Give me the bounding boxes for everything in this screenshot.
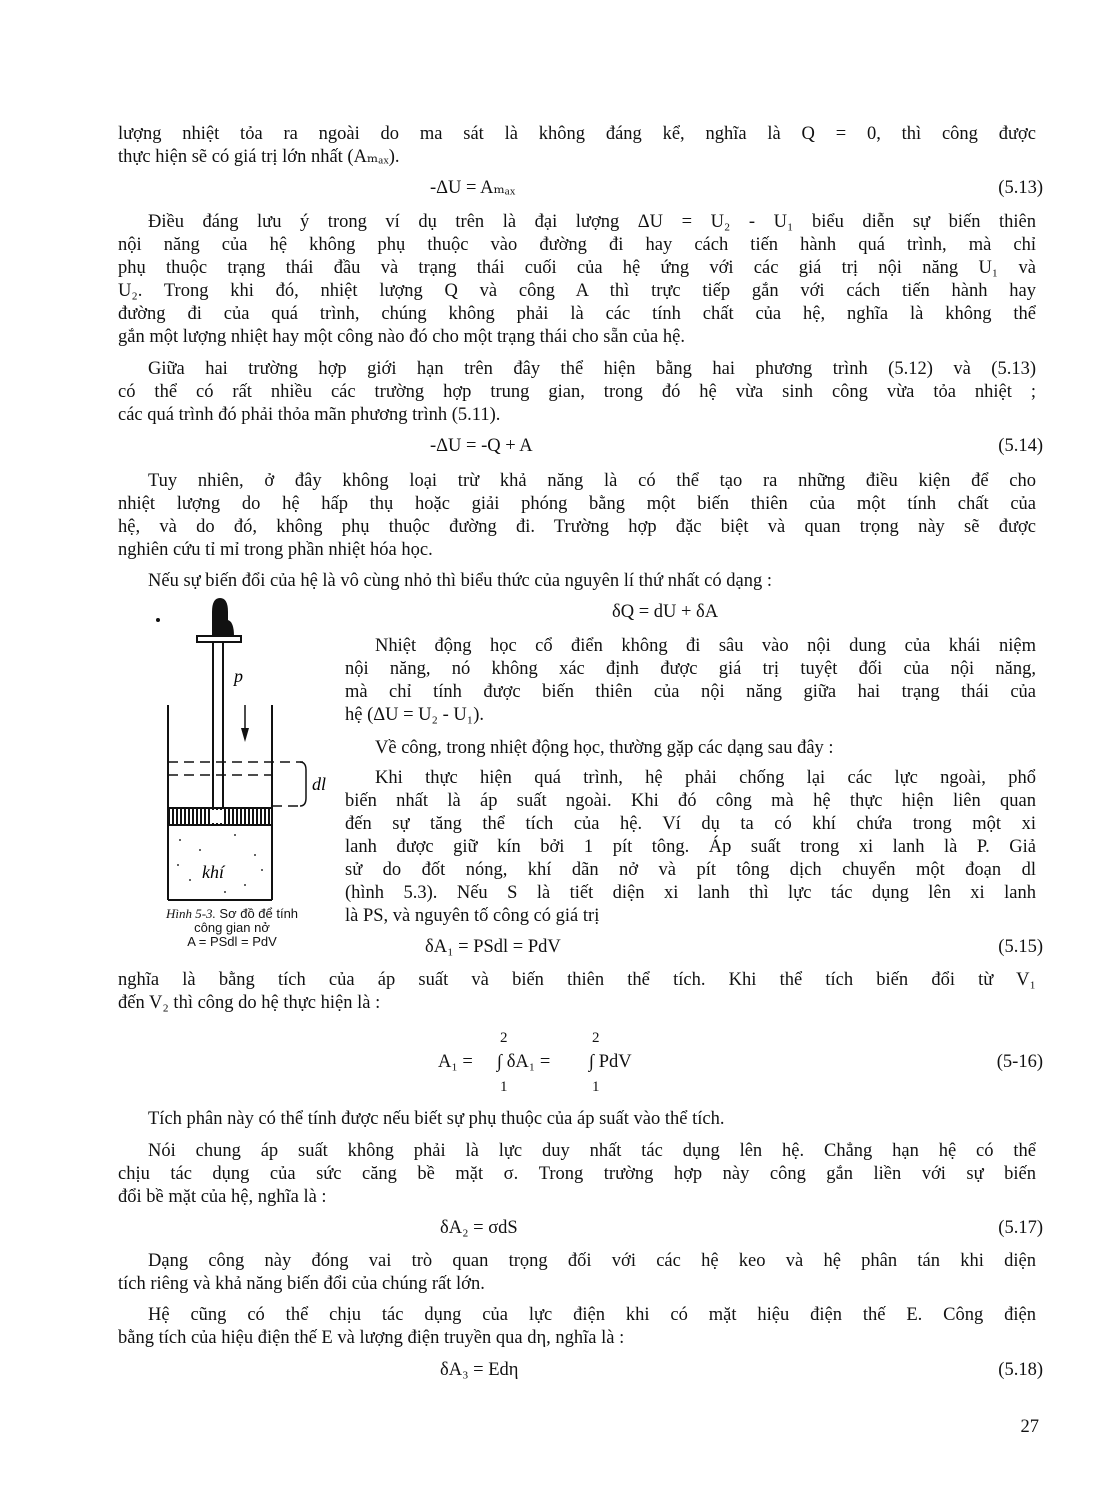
paragraph bbox=[345, 767, 1036, 928]
paragraph bbox=[345, 737, 1036, 760]
text-line: đến V₂ thì công do hệ thực hiện là : bbox=[118, 993, 381, 1013]
equation-number: (5.14) bbox=[998, 436, 1043, 456]
piston-rod bbox=[213, 642, 223, 808]
equation-number: (5.17) bbox=[998, 1218, 1043, 1238]
text-line: Dạng công này đóng vai trò quan trọng đối với các hệ keo và hệ phân tán khi diện bbox=[148, 1251, 1036, 1271]
text-line: là PS, và nguyên tố công có giá trị bbox=[345, 906, 600, 926]
text-line: đường đi của quá trình, chúng không phải là các tính chất của hệ, nghĩa là không thể bbox=[118, 304, 1036, 324]
text-line: gắn một lượng nhiệt hay một công nào đó cho một trạng thái cho sẵn của hệ. bbox=[118, 327, 685, 347]
equation-number: (5.13) bbox=[998, 178, 1043, 198]
text-line: chịu tác dụng của sức căng bề mặt σ. Trong trường hợp này công gắn liền với sự biến bbox=[118, 1164, 1036, 1184]
equation: δA₂ = σdS bbox=[440, 1218, 518, 1238]
text-line: lượng nhiệt tỏa ra ngoài do ma sát là không đáng kể, nghĩa là Q = 0, thì công được bbox=[118, 124, 1036, 144]
pressure-label: p bbox=[234, 666, 243, 686]
figure-caption bbox=[122, 907, 342, 949]
caption-formula: A = PSdl = PdV bbox=[187, 934, 277, 949]
text-line: Nhiệt động học cổ điển không đi sâu vào nội dung của khái niệm bbox=[375, 636, 1036, 656]
text-line: tích riêng và khả năng biến đổi của chúng rất lớn. bbox=[118, 1274, 485, 1294]
text-line: nghiên cứu tỉ mỉ trong phần nhiệt hóa học. bbox=[118, 540, 433, 560]
integral: ∫ δA₁ = bbox=[497, 1052, 551, 1072]
caption-text: công gian nở bbox=[194, 920, 270, 935]
upper-limit: 2 bbox=[500, 1030, 508, 1046]
text-line: có thể có rất nhiều các trường hợp trung gian, trong đó hệ vừa sinh công vừa tỏa nhiệt ; bbox=[118, 382, 1036, 402]
paragraph bbox=[118, 1304, 1036, 1350]
text-line: biến nhất là áp suất ngoài. Khi đó công mà hệ thực hiện liên quan bbox=[345, 791, 1036, 811]
text-line: đến sự tăng thể tích của hệ. Ví dụ ta có khí chứa trong một xi bbox=[345, 814, 1036, 834]
paragraph bbox=[118, 1140, 1036, 1209]
text-line: Khi thực hiện quá trình, hệ phải chống lại các lực ngoài, phổ bbox=[375, 768, 1036, 788]
text-line: Về công, trong nhiệt động học, thường gặp các dạng sau đây : bbox=[375, 738, 834, 758]
text-line: U₂. Trong khi đó, nhiệt lượng Q và công A thì trực tiếp gắn với cách tiến hành hay bbox=[118, 281, 1036, 301]
paragraph bbox=[345, 635, 1036, 727]
lower-limit: 1 bbox=[592, 1079, 600, 1095]
text-line: mà chỉ tính được biến thiên của nội năng giữa hai trạng thái của bbox=[345, 682, 1036, 702]
text-line: sử do đốt nóng, khí dãn nở và pít tông dịch chuyển một đoạn dl bbox=[345, 860, 1036, 880]
page-number: 27 bbox=[1020, 1417, 1039, 1437]
text-line: nghĩa là bằng tích của áp suất và biến thiên thể tích. Khi thể tích biến đổi từ V₁ bbox=[118, 970, 1036, 990]
text-line: Hệ cũng có thể chịu tác dụng của lực điện khi có mặt hiệu điện thế E. Công điện bbox=[148, 1305, 1036, 1325]
lower-limit: 1 bbox=[500, 1079, 508, 1095]
text-line: (hình 5.3). Nếu S là tiết diện xi lanh thì lực tác dụng lên xi lanh bbox=[345, 883, 1036, 903]
equation-number: (5.15) bbox=[998, 937, 1043, 957]
equation: -ΔU = Aₘₐₓ bbox=[430, 178, 516, 198]
paragraph bbox=[118, 1108, 1036, 1131]
text-line: Nói chung áp suất không phải là lực duy nhất tác dụng lên hệ. Chẳng hạn hệ có thể bbox=[148, 1141, 1036, 1161]
paragraph bbox=[118, 1250, 1036, 1296]
caption-text: Sơ đồ để tính bbox=[219, 906, 299, 921]
text-line: thực hiện sẽ có giá trị lớn nhất (Aₘₐₓ). bbox=[118, 147, 400, 167]
text-line: hệ (ΔU = U₂ - U₁). bbox=[345, 705, 485, 725]
text-line: lanh được giữ kín bởi 1 pít tông. Áp suất trong xi lanh là P. Giả bbox=[345, 837, 1036, 857]
text-line: bằng tích của hiệu điện thế E và lượng điện truyền qua dη, nghĩa là : bbox=[118, 1328, 625, 1348]
text-line: Tích phân này có thể tính được nếu biết sự phụ thuộc của áp suất vào thể tích. bbox=[148, 1109, 725, 1129]
integral: ∫ PdV bbox=[589, 1052, 632, 1072]
equation-number: (5.18) bbox=[998, 1360, 1043, 1380]
text-line: các quá trình đó phải thỏa mãn phương trình (5.11). bbox=[118, 405, 501, 425]
text-line: hệ, và do đó, không phụ thuộc đường đi. Trường hợp đặc biệt và quan trọng này sẽ được bbox=[118, 517, 1036, 537]
gas-label: khí bbox=[202, 862, 224, 882]
text-line: nội năng, nó không xác định được giá trị tuyệt đối của nội năng, bbox=[345, 659, 1036, 679]
equation-number: (5-16) bbox=[996, 1052, 1043, 1072]
text-line: nội năng của hệ không phụ thuộc vào đường đi hay cách tiến hành quá trình, mà chỉ bbox=[118, 235, 1036, 255]
text-line: Nếu sự biến đổi của hệ là vô cùng nhỏ thì biểu thức của nguyên lí thứ nhất có dạng : bbox=[148, 571, 772, 591]
dl-label: dl bbox=[312, 774, 327, 794]
text-line: Giữa hai trường hợp giới hạn trên đây thể hiện bằng hai phương trình (5.12) và (5.13) bbox=[148, 359, 1036, 379]
upper-limit: 2 bbox=[592, 1030, 600, 1046]
equation-lhs: A₁ = bbox=[438, 1052, 473, 1072]
text-line: phụ thuộc trạng thái đầu và trạng thái cuối của hệ ứng với các giá trị nội năng U₁ và bbox=[118, 258, 1036, 278]
text-line: Điều đáng lưu ý trong ví dụ trên là đại lượng ΔU = U₂ - U₁ biểu diễn sự biến thiên bbox=[148, 212, 1036, 232]
caption-title: Hình 5-3. bbox=[165, 906, 216, 921]
equation: -ΔU = -Q + A bbox=[430, 436, 533, 456]
equation: δA₁ = PSdl = PdV bbox=[425, 937, 561, 957]
piston-knob bbox=[212, 598, 234, 636]
equation: δA₃ = Edη bbox=[440, 1360, 519, 1380]
text-line: Tuy nhiên, ở đây không loại trừ khả năng là có thể tạo ra những điều kiện để cho bbox=[148, 471, 1036, 491]
text-line: nhiệt lượng do hệ hấp thụ hoặc giải phóng bằng một biến thiên của một tính chất của bbox=[118, 494, 1036, 514]
text-line: đổi bề mặt của hệ, nghĩa là : bbox=[118, 1187, 327, 1207]
paragraph bbox=[118, 969, 1036, 1015]
equation: δQ = dU + δA bbox=[612, 602, 719, 622]
